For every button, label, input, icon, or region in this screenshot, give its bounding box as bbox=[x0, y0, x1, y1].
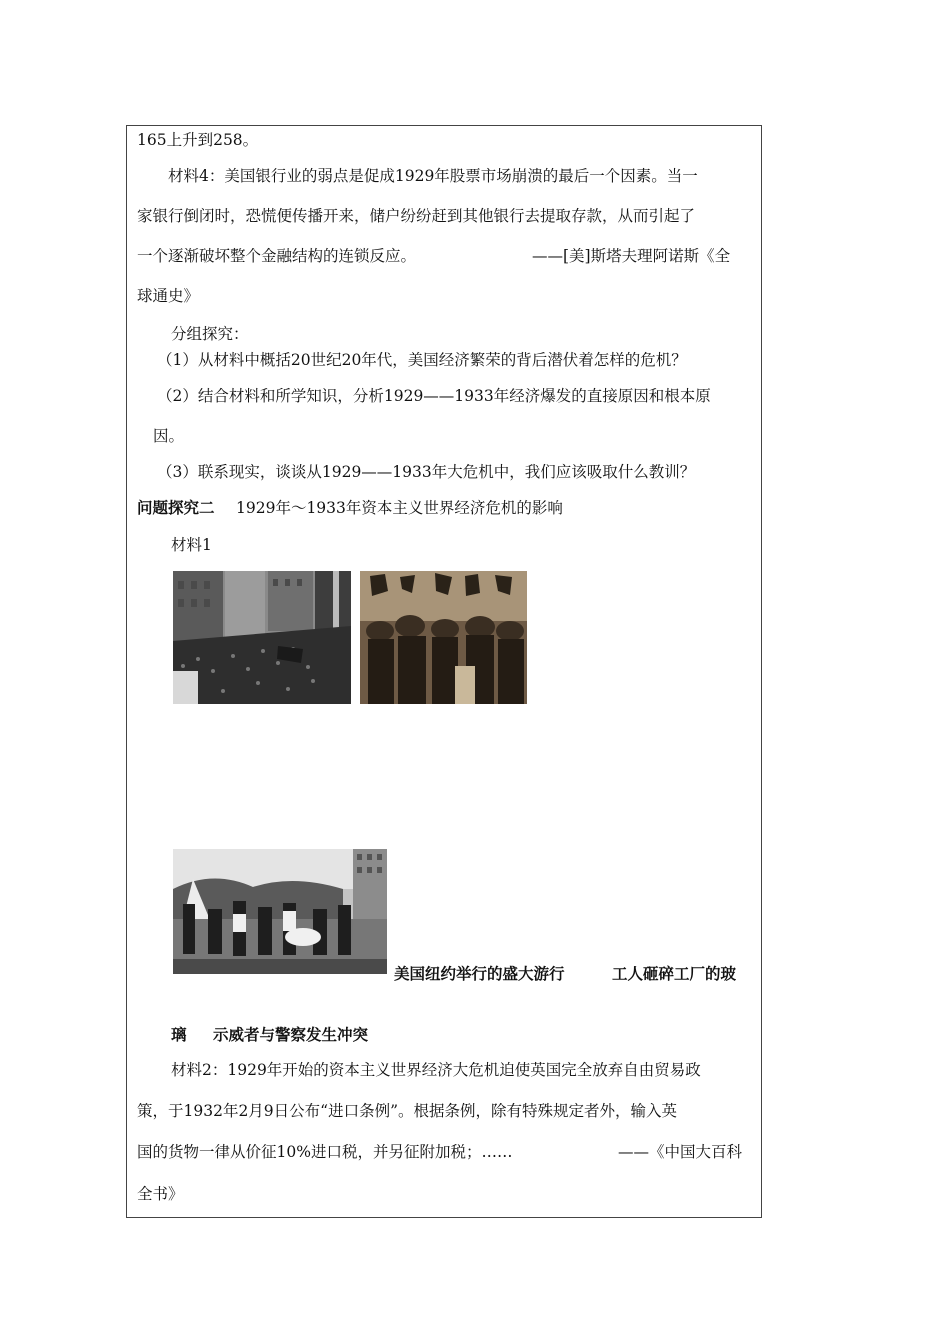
clash-photo bbox=[173, 849, 387, 974]
material-4-line-3: 一个逐渐破坏整个金融结构的连锁反应。 bbox=[137, 247, 417, 265]
question-3: （3）联系现实，谈谈从1929——1933年大危机中，我们应该吸取什么教训？ bbox=[157, 463, 696, 481]
caption-workers-end: 璃 bbox=[171, 1026, 187, 1044]
text-line: 165上升到258。 bbox=[137, 131, 259, 149]
caption-parade: 美国纽约举行的盛大游行 bbox=[394, 965, 565, 983]
material-1-label: 材料1 bbox=[171, 536, 212, 554]
caption-workers: 工人砸碎工厂的玻 bbox=[612, 965, 737, 983]
inquiry-two-label: 问题探究二 bbox=[137, 499, 215, 517]
material-2-line-1: 材料2：1929年开始的资本主义世界经济大危机迫使英国完全放弃自由贸易政 bbox=[171, 1061, 701, 1079]
workers-photo bbox=[360, 571, 527, 704]
material-2-source-end: 全书》 bbox=[137, 1185, 184, 1203]
parade-photo bbox=[173, 571, 351, 704]
caption-clash: 示威者与警察发生冲突 bbox=[213, 1026, 369, 1044]
inquiry-two-title: 1929年～1933年资本主义世界经济危机的影响 bbox=[236, 499, 563, 517]
material-2-line-3: 国的货物一律从价征10%进口税，并另征附加税；…… bbox=[137, 1143, 513, 1161]
question-1: （1）从材料中概括20世纪20年代，美国经济繁荣的背后潜伏着怎样的危机？ bbox=[157, 351, 687, 369]
material-4-line-1: 材料4：美国银行业的弱点是促成1929年股票市场崩溃的最后一个因素。当一 bbox=[168, 167, 698, 185]
material-2-line-2: 策，于1932年2月9日公布“进口条例”。根据条例，除有特殊规定者外，输入英 bbox=[137, 1102, 678, 1120]
question-2: （2）结合材料和所学知识，分析1929——1933年经济爆发的直接原因和根本原 bbox=[157, 387, 711, 405]
material-2-source: ——《中国大百科 bbox=[618, 1143, 743, 1161]
material-4-source: ——[美]斯塔夫理阿诺斯《全 bbox=[532, 247, 731, 265]
material-4-source-end: 球通史》 bbox=[137, 287, 200, 305]
question-2-end: 因。 bbox=[153, 427, 185, 445]
group-inquiry-heading: 分组探究： bbox=[171, 325, 249, 343]
material-4-line-2: 家银行倒闭时，恐慌便传播开来，储户纷纷赶到其他银行去提取存款，从而引起了 bbox=[137, 207, 696, 225]
